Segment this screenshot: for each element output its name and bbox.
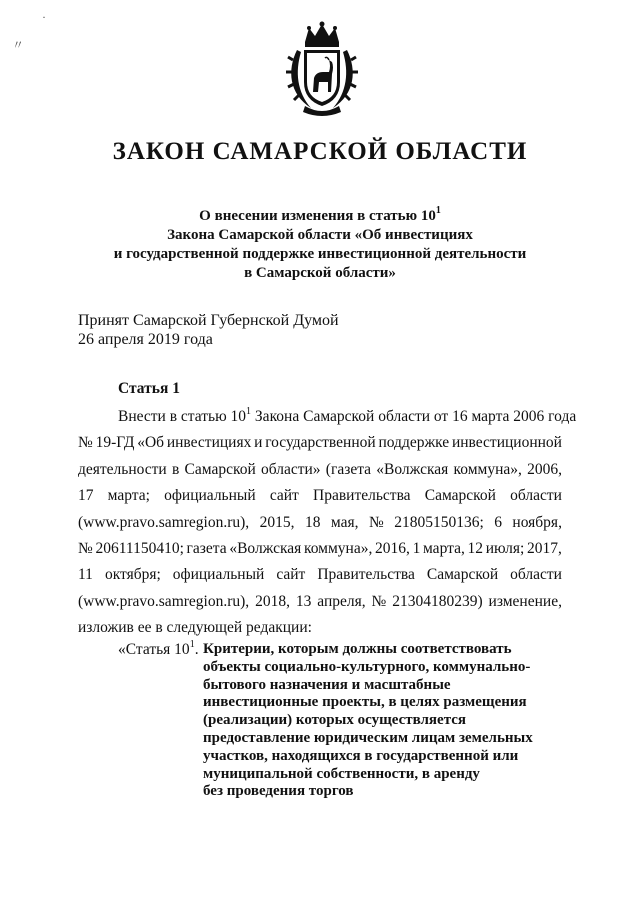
adoption-date: 26 апреля 2019 года [78, 331, 213, 348]
quote-line: Критерии, которым должны соответствовать [203, 641, 512, 657]
quote-line: без проведения торгов [203, 783, 354, 800]
scan-tick-mark: · [42, 10, 46, 24]
body-line: № 20611150410; газета «Волжская коммуна», 2016, 1 марта, 12 июля; 2017, [78, 540, 562, 558]
quote-line: предоставление юридическим лицам земельных [203, 729, 533, 746]
body-line: (www.pravo.samregion.ru), 2018, 13 апреля, № 21304180239) изменение, [78, 592, 562, 610]
quote-line: инвестиционные проекты, в целях размещения [203, 694, 527, 711]
law-subtitle [60, 207, 580, 283]
article-heading: Статья 1 [118, 380, 180, 397]
body-line: 11 октября; официальный сайт Правительства Самарской области [78, 566, 562, 584]
subtitle-line: и государственной поддержке инвестиционной деятельности [113, 246, 527, 262]
subtitle-line: О внесении изменения в статью $10^1$ [199, 205, 441, 224]
quote-line: объекты социально-культурного, коммунально- [203, 658, 531, 675]
subtitle-line: в Самарской области» [244, 265, 396, 281]
quoted-article-title [203, 641, 553, 801]
body-line: 17 марта; официальный сайт Правительства Самарской области [78, 487, 562, 505]
article-body [78, 404, 577, 642]
coat-of-arms-icon [283, 20, 361, 116]
quoted-article-label: «Статья $10^1$. [118, 638, 199, 658]
subtitle-line: Закона Самарской области «Об инвестициях [167, 227, 473, 243]
adopted-by: Принят Самарской Губернской Думой [78, 312, 339, 329]
coat-of-arms-emblem [283, 20, 361, 116]
quote-line: бытового назначения и масштабные [203, 676, 451, 693]
body-line: Внести в статью $10^1$ Закона Самарской области от 16 марта 2006 года [118, 405, 577, 425]
body-line: деятельности в Самарской области» (газета «Волжская коммуна», 2006, [78, 460, 562, 478]
scan-pen-mark: 〃 [12, 38, 25, 52]
law-title: ЗАКОН САМАРСКОЙ ОБЛАСТИ [112, 138, 528, 165]
quote-line: муниципальной собственности, в аренду [203, 765, 480, 782]
body-line: (www.pravo.samregion.ru), 2015, 18 мая, № 21805150136; 6 ноября, [78, 513, 562, 531]
adoption-info [78, 311, 339, 349]
body-line: изложив ее в следующей редакции: [78, 619, 312, 637]
quote-line: (реализации) которых осуществляется [203, 712, 467, 729]
quote-line: участков, находящихся в государственной или [203, 747, 519, 764]
body-line: № 19-ГД «Об инвестициях и государственной поддержке инвестиционной [78, 434, 562, 452]
